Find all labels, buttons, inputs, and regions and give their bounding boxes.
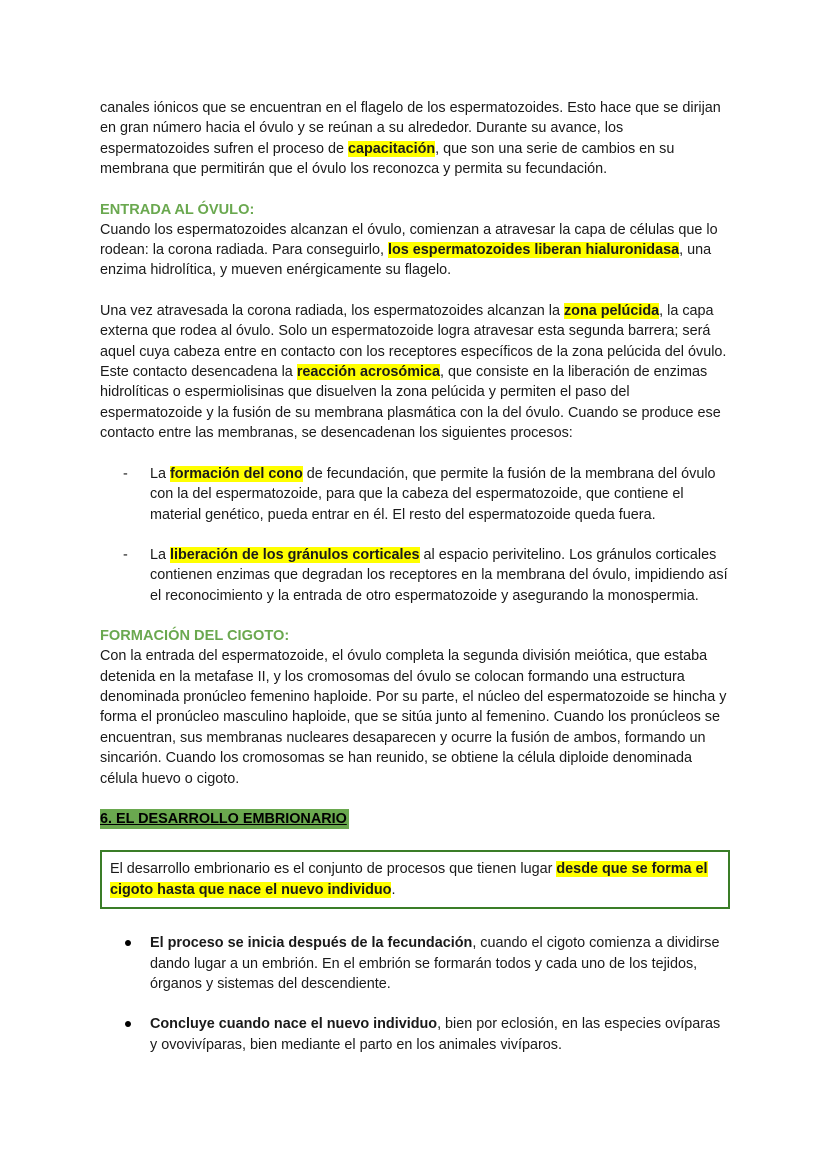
bullet-dot-icon	[125, 1021, 131, 1027]
highlight-capacitacion: capacitación	[347, 140, 436, 157]
entrada-paragraph-1: Cuando los espermatozoides alcanzan el óvulo, comienzan a atravesar la capa de células que lo rodean: la corona radiada. Para conseguirlo, los espermatozoides liberan hialuronidasa, una enzima hidrolítica, y mueven enérgicamente su flagelo.	[100, 221, 718, 279]
highlight-hialuronidasa: los espermatozoides liberan hialuronidasa	[388, 242, 680, 259]
intro-paragraph: canales iónicos que se encuentran en el flagelo de los espermatozoides. Esto hace que se dirijan en gran número hacia el óvulo y se reúnan a su alrededor. Durante su avance, los espermatozoides sufren el proceso de capacitación, que son una serie de cambios en su membrana que permitirán que el óvulo los reconozca y permita su fecundación.	[100, 100, 721, 178]
highlight-reaccion-acrosomica: reacción acrosómica	[296, 364, 440, 381]
dash-marker: -	[123, 546, 128, 563]
highlight-definicion: desde que se forma el cigoto hasta que nace el nuevo individuo	[110, 861, 708, 898]
bullet-list	[100, 933, 728, 1055]
bullet-dot-icon	[125, 940, 131, 946]
section-title-desarrollo-embrionario: 6. EL DESARROLLO EMBRIONARIO	[100, 810, 347, 827]
list-item: El proceso se inicia después de la fecundación, cuando el cigoto comienza a dividirse dando lugar a un embrión. En el embrión se formarán todos y cada uno de los tejidos, órganos y sistemas del descendiente.	[100, 933, 728, 994]
highlight-zona-pelucida: zona pelúcida	[563, 302, 660, 319]
list-item: Concluye cuando nace el nuevo individuo, bien por eclosión, en las especies ovíparas y ovovivíparas, bien mediante el parto en los animales vivíparos.	[100, 1014, 728, 1055]
heading-formacion-cigoto: FORMACIÓN DEL CIGOTO:	[100, 628, 290, 645]
cigoto-paragraph: Con la entrada del espermatozoide, el óvulo completa la segunda división meiótica, que estaba detenida en la metafase II, y los cromosomas del óvulo se colocan formando una estructura denominada pronúcleo femenino haploide. Por su parte, el núcleo del espermatozoide se hincha y forma el pronúcleo masculino haploide, que se sitúa junto al femenino. Cuando los pronúcleos se encuentran, sus membranas nucleares desaparecen y ocurre la fusión de ambos, formando un sincarión. Cuando los cromosomas se han reunido, se obtiene la célula diploide denominada célula huevo o cigoto.	[100, 648, 727, 787]
highlight-granulos-corticales: liberación de los gránulos corticales	[170, 546, 420, 563]
dash-marker: -	[123, 465, 128, 482]
list-item: - La liberación de los gránulos corticales al espacio perivitelino. Los gránulos corticales contienen enzimas que degradan los receptores en la membrana del óvulo, impidiendo así el reconocimiento y la entrada de otro espermatozoide y asegurando la monospermia.	[123, 546, 728, 604]
definition-box: El desarrollo embrionario es el conjunto de procesos que tienen lugar desde que se forma el cigoto hasta que nace el nuevo individuo.	[100, 850, 730, 909]
highlight-formacion-cono: formación del cono	[170, 465, 303, 482]
list-item: - La formación del cono de fecundación, que permite la fusión de la membrana del óvulo con la del espermatozoide, para que la cabeza del espermatozoide, que contiene el material genético, pueda entrar en él. El resto del espermatozoide queda fuera.	[123, 465, 716, 523]
entrada-paragraph-2: Una vez atravesada la corona radiada, los espermatozoides alcanzan la zona pelúcida, la capa externa que rodea al óvulo. Solo un espermatozoide logra atravesar esta segunda barrera; será aquel cuya cabeza entre en contacto con los receptores específicos de la zona pelúcida del óvulo. Este contacto desencadena la reacción acrosómica, que consiste en la liberación de enzimas hidrolíticas o espermiolisinas que disuelven la zona pelúcida y permiten el paso del espermatozoide y la fusión de su membrana plasmática con la del óvulo. Cuando se produce ese contacto entre las membranas, se desencadenan los siguientes procesos:	[100, 302, 727, 442]
heading-entrada-ovulo: ENTRADA AL ÓVULO:	[100, 201, 255, 218]
processes-list	[100, 464, 728, 606]
